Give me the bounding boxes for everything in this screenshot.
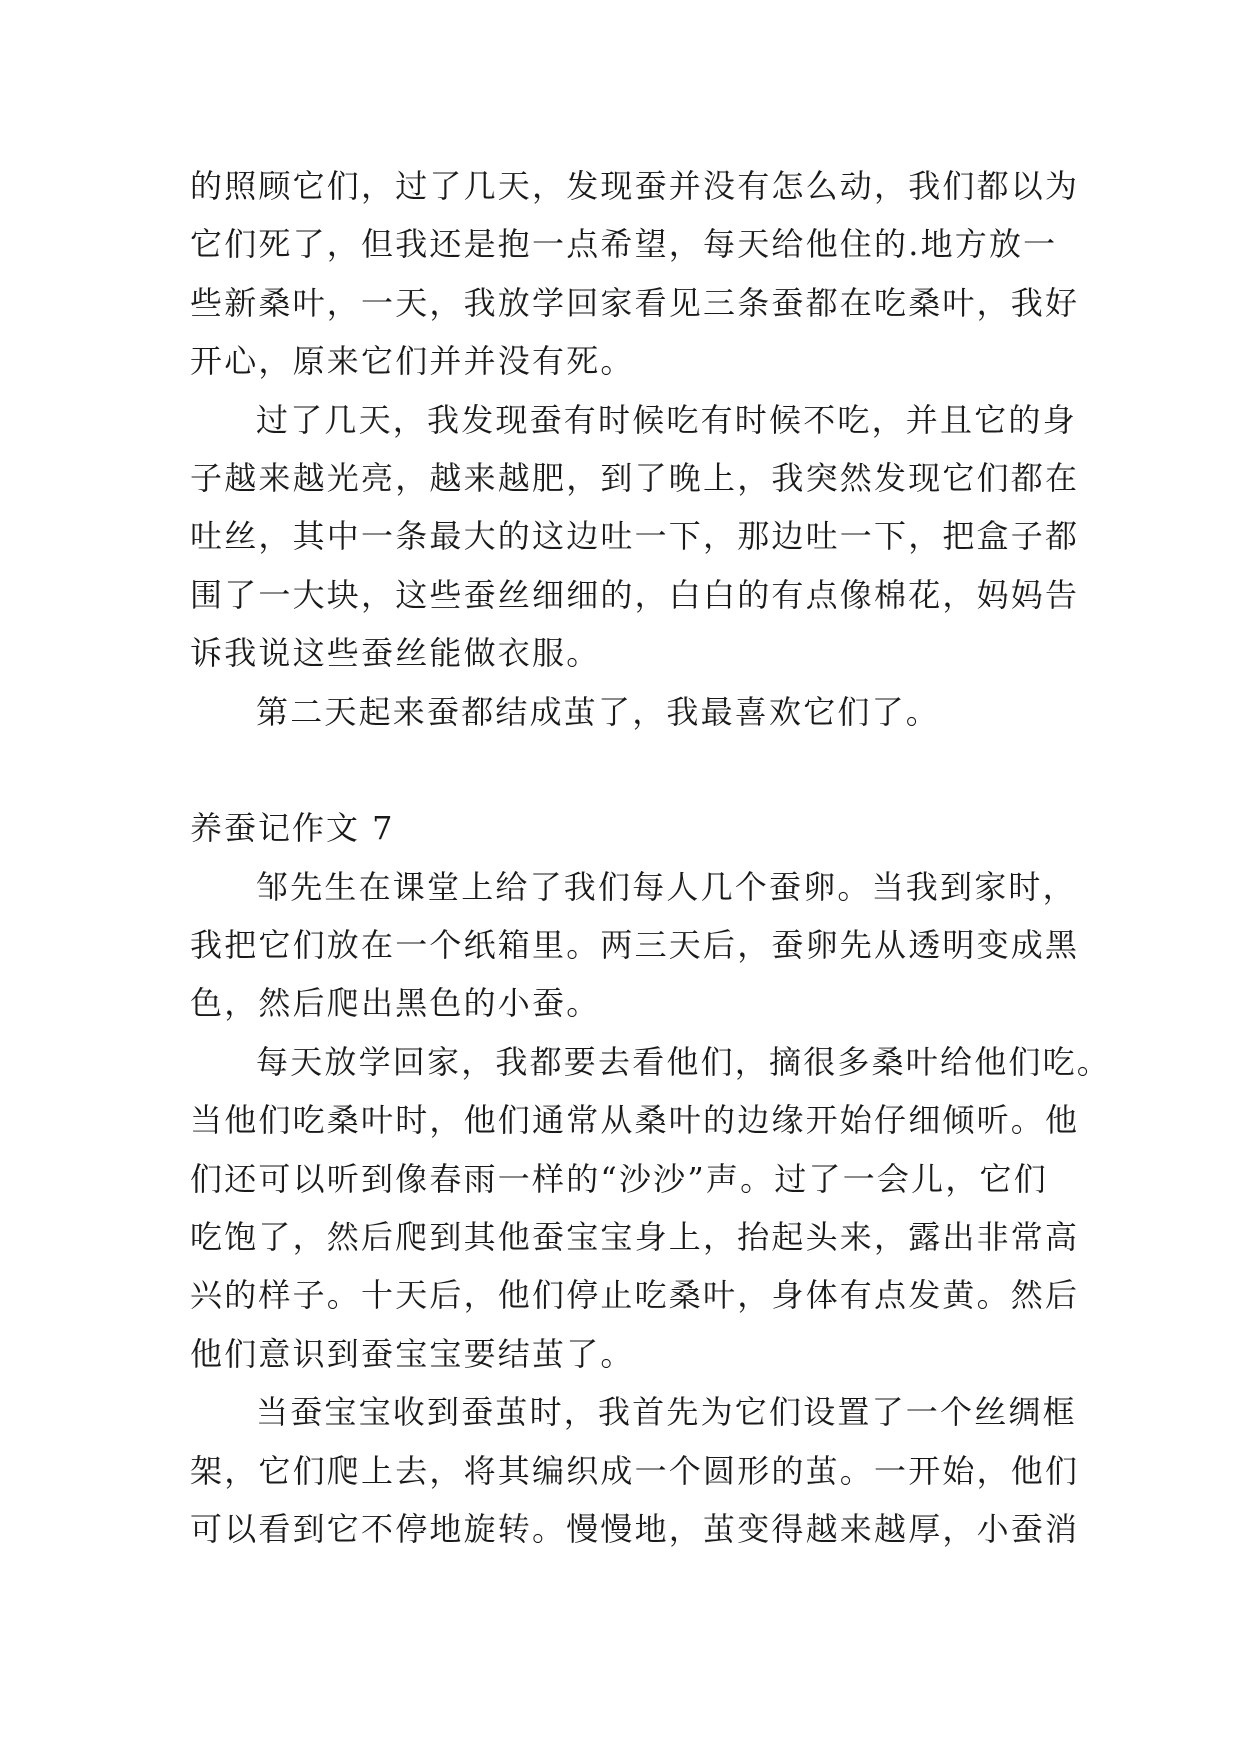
section-title: 养蚕记作文 7 [190, 809, 395, 848]
text-line: 吃饱了，然后爬到其他蚕宝宝身上，抬起头来，露出非常高 [190, 1218, 1080, 1257]
text-line: 邹先生在课堂上给了我们每人几个蚕卵。当我到家时， [256, 867, 1077, 906]
document-body [190, 157, 1112, 1558]
text-line: 当蚕宝宝收到蚕茧时，我首先为它们设置了一个丝绸框 [256, 1393, 1077, 1432]
text-line: 子越来越光亮，越来越肥，到了晚上，我突然发现它们都在 [190, 458, 1080, 497]
text-line: 色，然后爬出黑色的小蚕。 [190, 984, 601, 1023]
paragraph [190, 683, 1060, 741]
text-line: 当他们吃桑叶时，他们通常从桑叶的边缘开始仔细倾听。他 [190, 1101, 1080, 1140]
text-line: 他们意识到蚕宝宝要结茧了。 [190, 1334, 635, 1373]
paragraph-continued [190, 157, 1080, 391]
text-line: 开心，原来它们并并没有死。 [190, 342, 635, 381]
paragraph [190, 1033, 1112, 1383]
paragraph [190, 858, 1080, 1033]
text-line: 每天放学回家，我都要去看他们，摘很多桑叶给他们吃。 [256, 1042, 1112, 1081]
text-line: 过了几天，我发现蚕有时候吃有时候不吃，并且它的身 [256, 400, 1077, 439]
text-line: 兴的样子。十天后，他们停止吃桑叶，身体有点发黄。然后 [190, 1276, 1080, 1315]
paragraph [190, 391, 1080, 683]
section-gap [190, 741, 1060, 799]
text-line: 它们死了，但我还是抱一点希望，每天给他住的.地方放一 [190, 225, 1058, 264]
text-line: 的照顾它们，过了几天，发现蚕并没有怎么动，我们都以为 [190, 167, 1080, 205]
text-line: 些新桑叶，一天，我放学回家看见三条蚕都在吃桑叶，我好 [190, 283, 1080, 322]
text-line: 们还可以听到像春雨一样的“沙沙”声。过了一会儿，它们 [190, 1159, 1048, 1198]
text-line: 吐丝，其中一条最大的这边吐一下，那边吐一下，把盒子都 [190, 517, 1080, 556]
text-line: 诉我说这些蚕丝能做衣服。 [190, 634, 601, 673]
text-line: 架，它们爬上去，将其编织成一个圆形的茧。一开始，他们 [190, 1451, 1080, 1490]
paragraph [190, 1383, 1080, 1558]
text-line: 第二天起来蚕都结成茧了，我最喜欢它们了。 [256, 692, 941, 731]
text-line: 我把它们放在一个纸箱里。两三天后，蚕卵先从透明变成黑 [190, 926, 1080, 965]
text-line: 可以看到它不停地旋转。慢慢地，茧变得越来越厚，小蚕消 [190, 1509, 1080, 1548]
text-line: 围了一大块，这些蚕丝细细的，白白的有点像棉花，妈妈告 [190, 575, 1080, 614]
